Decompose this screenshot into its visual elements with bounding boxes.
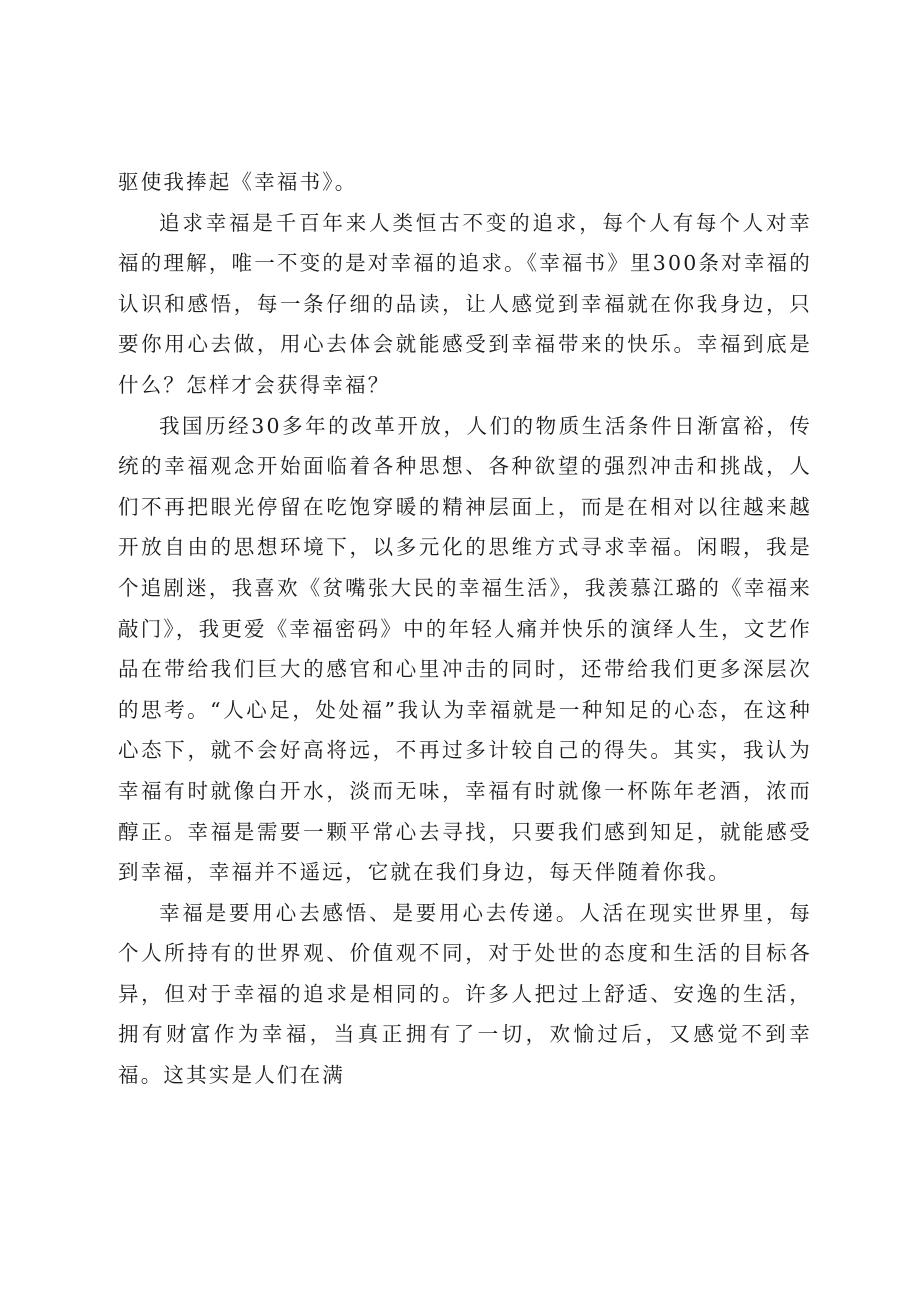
paragraph-pursuit-of-happiness: 追求幸福是千百年来人类恒古不变的追求，每个人有每个人对幸福的理解，唯一不变的是对幸福的追求。《幸福书》里300条对幸福的认识和感悟，每一条仔细的品读，让人感觉到幸福就在你我身边，只要你用心去做，用心去体会就能感受到幸福带来的快乐。幸福到底是什么？怎样才会获得幸福？	[118, 210, 812, 397]
paragraph-continuation: 驱使我捧起《幸福书》。	[118, 170, 358, 194]
document-body	[118, 162, 812, 1096]
paragraph-feel-and-share-happiness: 幸福是要用心去感悟、是要用心去传递。人活在现实世界里，每个人所持有的世界观、价值观不同，对于处世的态度和生活的目标各异，但对于幸福的追求是相同的。许多人把过上舒适、安逸的生活，拥有财富作为幸福，当真正拥有了一切，欢愉过后，又感觉不到幸福。这其实是人们在满	[118, 900, 812, 1088]
paragraph-reform-and-contentment: 我国历经30多年的改革开放，人们的物质生活条件日渐富裕，传统的幸福观念开始面临着各种思想、各种欲望的强烈冲击和挑战，人们不再把眼光停留在吃饱穿暖的精神层面上，而是在相对以往越来越开放自由的思想环境下，以多元化的思维方式寻求幸福。闲暇，我是个追剧迷，我喜欢《贫嘴张大民的幸福生活》，我羡慕江璐的《幸福来敲门》，我更爱《幸福密码》中的年轻人痛并快乐的演绎人生，文艺作品在带给我们巨大的感官和心里冲击的同时，还带给我们更多深层次的思考。“人心足，处处福”我认为幸福就是一种知足的心态，在这种心态下，就不会好高将远，不再过多计较自己的得失。其实，我认为幸福有时就像白开水，淡而无味，幸福有时就像一杯陈年老酒，浓而醇正。幸福是需要一颗平常心去寻找，只要我们感到知足，就能感受到幸福，幸福并不遥远，它就在我们身边，每天伴随着你我。	[118, 413, 812, 885]
